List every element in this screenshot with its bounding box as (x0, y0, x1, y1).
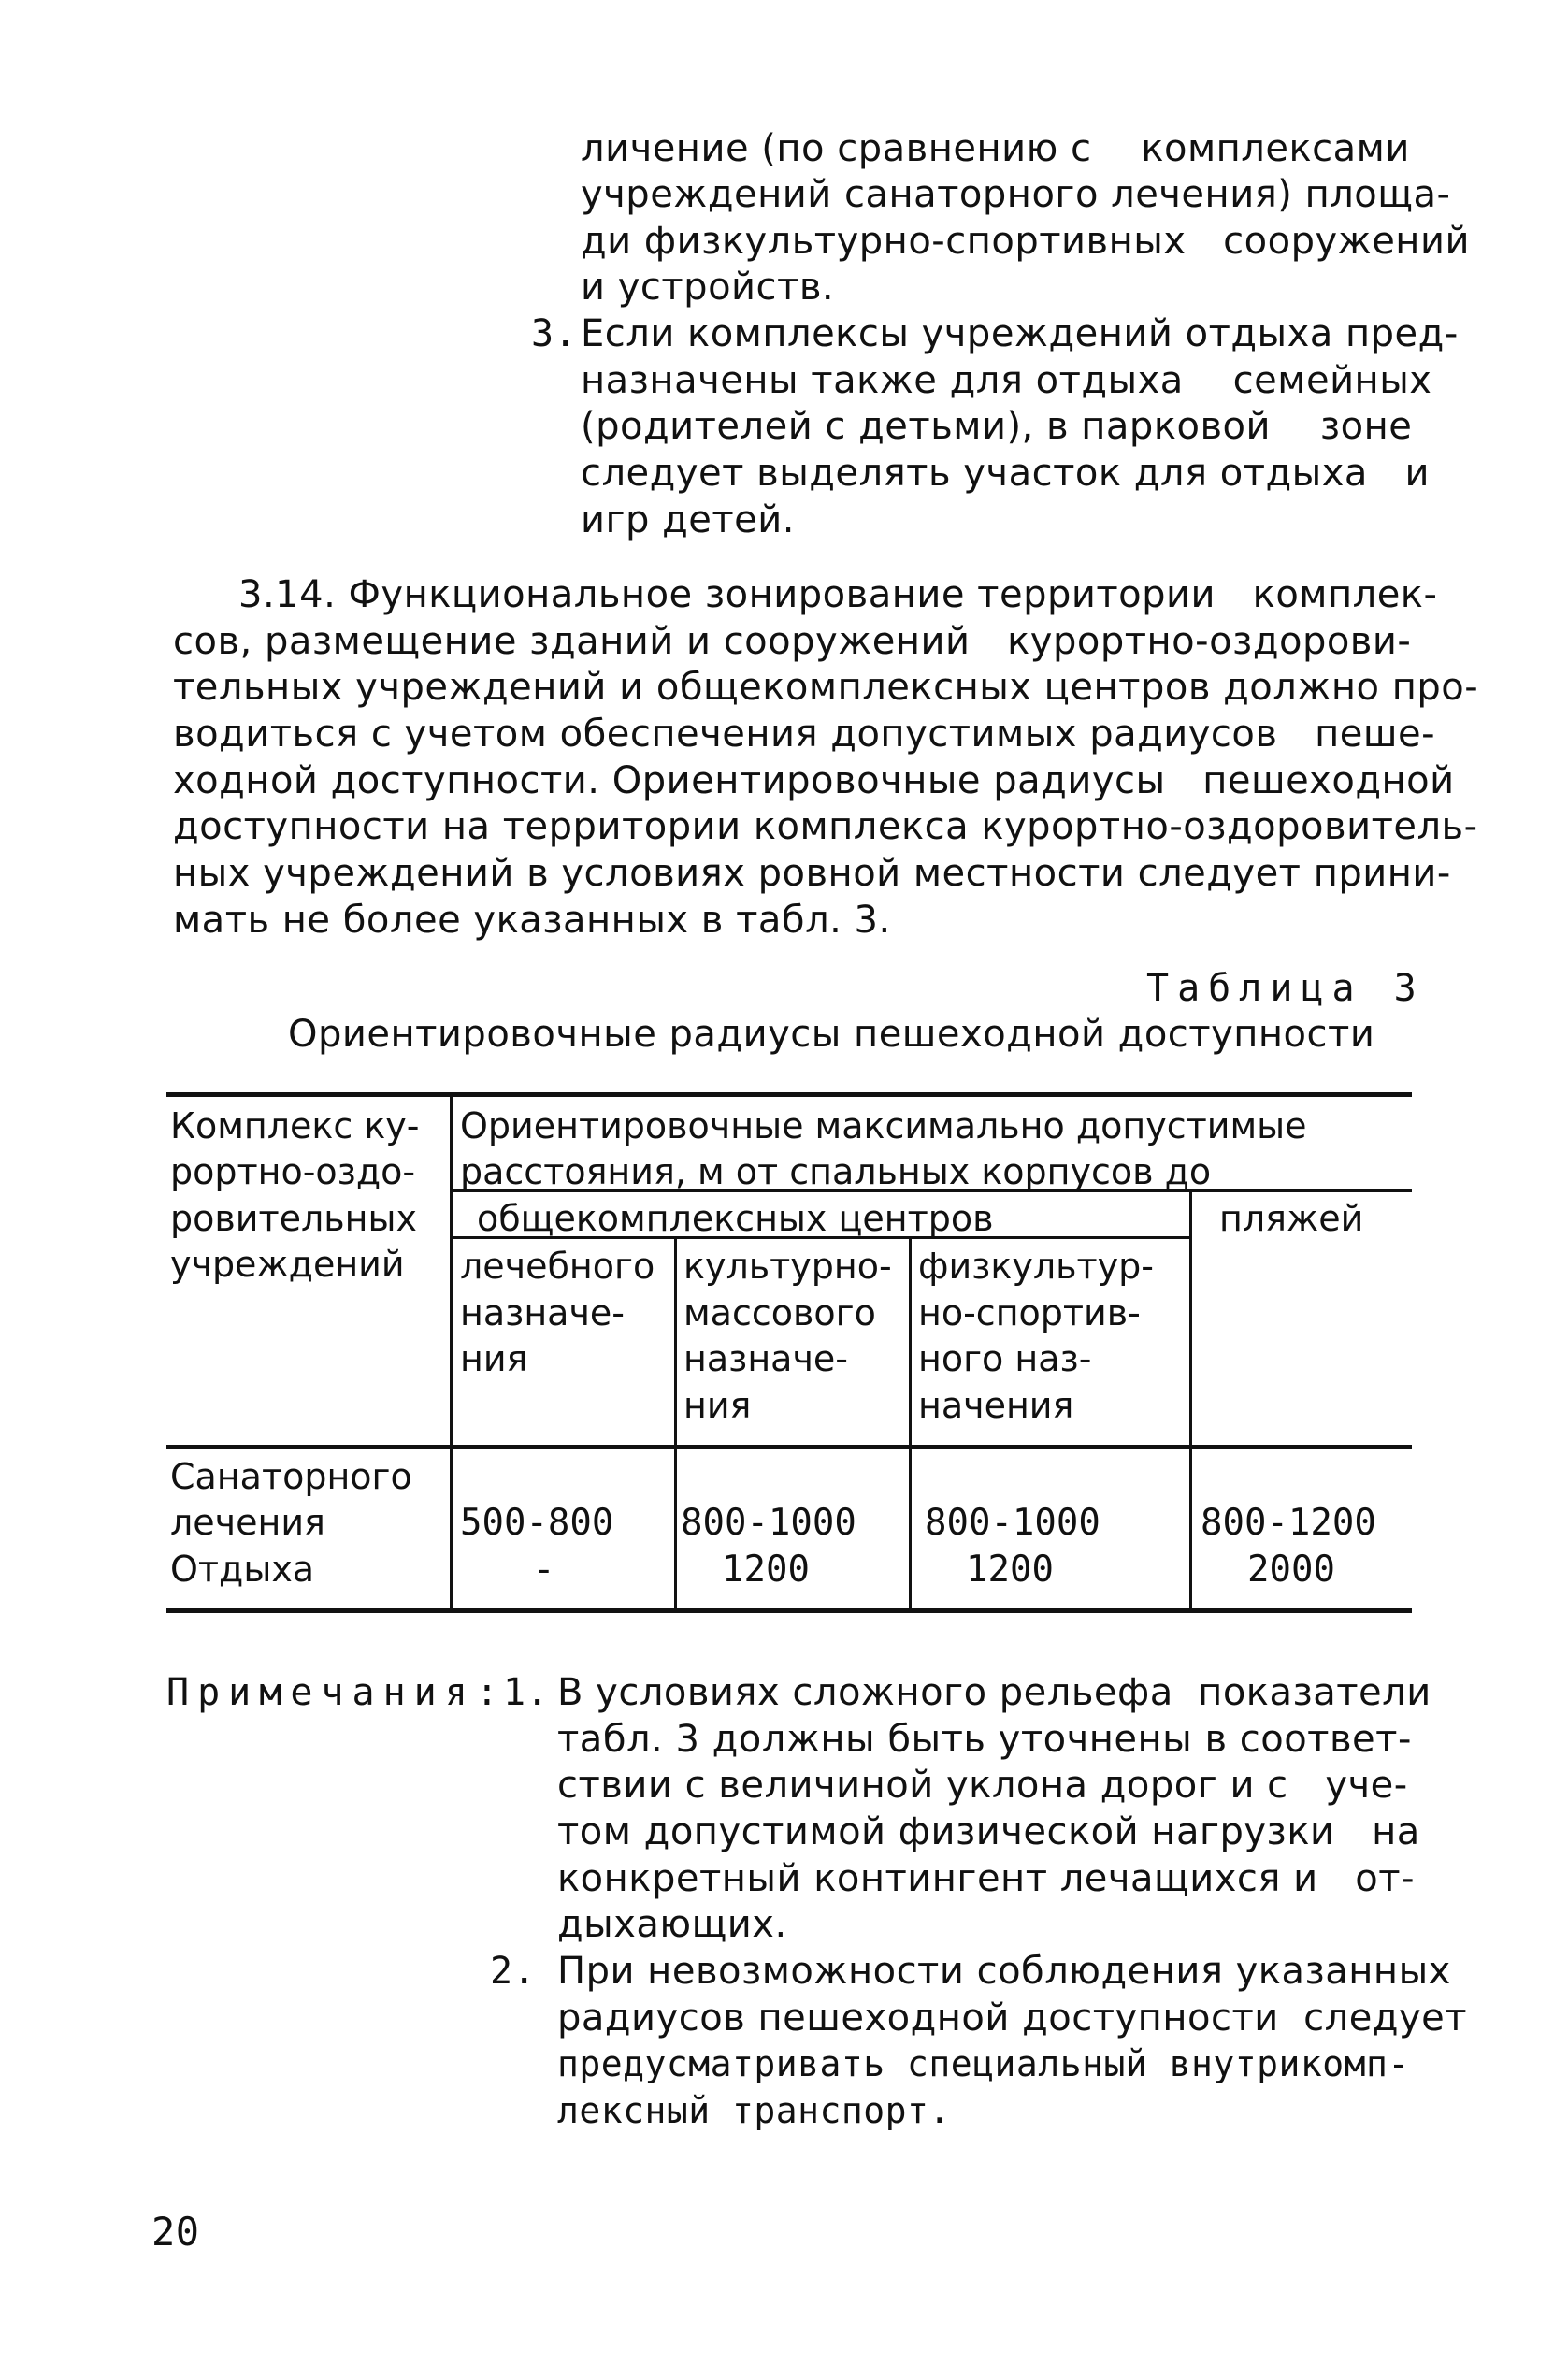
list-item-3-line-3: (родителей с детьми), в парковой зоне (581, 405, 1413, 448)
header-complex-line-4: учреждений (170, 1244, 405, 1285)
header-cultural-line-2: массового (683, 1292, 876, 1333)
note-1-line-3: ствии с величиной уклона дорог и с уче- (557, 1764, 1408, 1807)
note-2-number: 2. (490, 1950, 537, 1993)
row-sanatorium-cultural: 800-1000 (681, 1502, 856, 1544)
row-sanatorium-name-line-1: Санаторного (170, 1456, 412, 1497)
section-3-14-line-4: водиться с учетом обеспечения допустимых радиусов пеше- (173, 713, 1436, 756)
table-title: Ориентировочные радиусы пешеходной доступности (288, 1013, 1375, 1056)
row-sanatorium-beaches: 800-1200 (1201, 1502, 1376, 1544)
section-3-14-line-2: сов, размещение зданий и сооружений курортно-оздорови- (173, 620, 1412, 663)
header-medical-line-3: ния (460, 1338, 528, 1379)
table-label: Таблица 3 (1146, 967, 1425, 1010)
header-medical-line-2: назначе- (460, 1292, 626, 1333)
section-3-14-line-5: ходной доступности. Ориентировочные радиусы пешеходной (173, 759, 1455, 802)
row-sanatorium-sports: 800-1000 (925, 1502, 1100, 1544)
header-complex-line-3: ровительных (170, 1198, 417, 1239)
list-item-2-line-4: и устройств. (581, 266, 835, 309)
row-rest-sports: 1200 (966, 1549, 1054, 1591)
header-cultural-line-3: назначе- (683, 1338, 849, 1379)
table-bottom-rule (166, 1608, 1412, 1613)
list-item-3-line-5: игр детей. (581, 498, 796, 541)
note-1-line-4: том допустимой физической нагрузки на (557, 1810, 1420, 1853)
note-1-line-6: дыхающих. (557, 1903, 787, 1946)
header-complex-line-2: рортно-оздо- (170, 1151, 416, 1192)
note-1-line-5: конкретный контингент лечащихся и от- (557, 1857, 1415, 1900)
row-rest-beaches: 2000 (1247, 1549, 1335, 1591)
header-span-line-1: Ориентировочные максимально допустимые (460, 1105, 1307, 1146)
row-rest-medical: - (533, 1549, 555, 1591)
header-cultural-line-1: культурно- (683, 1246, 892, 1287)
note-2-line-1: При невозможности соблюдения указанных (557, 1950, 1451, 1993)
list-item-2-line-1: личение (по сравнению с комплексами (581, 127, 1410, 170)
page-number: 20 (151, 2209, 200, 2255)
table-col-rule-4 (1189, 1189, 1192, 1612)
note-1-line-1: В условиях сложного рельефа показатели (557, 1671, 1431, 1714)
section-3-14-line-6: доступности на территории комплекса курортно-оздоровитель- (173, 805, 1478, 848)
row-rest-name: Отдыха (170, 1549, 315, 1590)
row-sanatorium-name-line-2: лечения (170, 1502, 325, 1543)
header-span-line-2: расстояния, м от спальных корпусов до (460, 1151, 1212, 1192)
row-sanatorium-medical: 500-800 (460, 1502, 614, 1544)
list-item-3-line-1: Если комплексы учреждений отдыха пред- (581, 312, 1459, 355)
note-2-line-3: предусматривать специальный внутрикомп- (557, 2043, 1410, 2084)
section-3-14-line-3: тельных учреждений и общекомплексных центров должно про- (173, 666, 1479, 709)
note-1-number: 1. (503, 1671, 550, 1714)
row-rest-cultural: 1200 (722, 1549, 810, 1591)
list-item-2-line-3: ди физкультурно-спортивных сооружений (581, 220, 1470, 263)
table-col-rule-1 (450, 1096, 453, 1612)
header-medical-line-1: лечебного (460, 1246, 655, 1287)
list-item-3-line-4: следует выделять участок для отдыха и (581, 452, 1431, 495)
header-sports-line-3: ного наз- (918, 1338, 1092, 1379)
list-item-2-line-2: учреждений санаторного лечения) площа- (581, 173, 1451, 216)
header-sports-line-1: физкультур- (918, 1246, 1154, 1287)
header-centers: общекомплексных центров (477, 1198, 994, 1239)
table-col-rule-2 (674, 1236, 677, 1612)
list-item-3-line-2: назначены также для отдыха семейных (581, 359, 1432, 402)
note-2-line-4: лексный транспорт. (557, 2090, 951, 2131)
header-complex-line-1: Комплекс ку- (170, 1105, 420, 1146)
header-sports-line-4: начения (918, 1385, 1074, 1426)
header-sports-line-2: но-спортив- (918, 1292, 1141, 1333)
note-2-line-2: радиусов пешеходной доступности следует (557, 1996, 1468, 2040)
section-3-14-line-7: ных учреждений в условиях ровной местности следует прини- (173, 852, 1451, 895)
header-beaches: пляжей (1219, 1198, 1364, 1239)
notes-label: Примечания: (166, 1671, 507, 1714)
table-col-rule-3 (909, 1236, 912, 1612)
list-item-3-number: 3. (531, 312, 578, 355)
note-1-line-2: табл. 3 должны быть уточнены в соответ- (557, 1718, 1412, 1761)
section-3-14-line-8: мать не более указанных в табл. 3. (173, 899, 891, 942)
section-3-14-line-1: 3.14. Функциональное зонирование территории комплек- (238, 573, 1438, 616)
table-header-bottom-rule (166, 1445, 1412, 1449)
header-cultural-line-4: ния (683, 1385, 752, 1426)
table-top-rule (166, 1092, 1412, 1097)
